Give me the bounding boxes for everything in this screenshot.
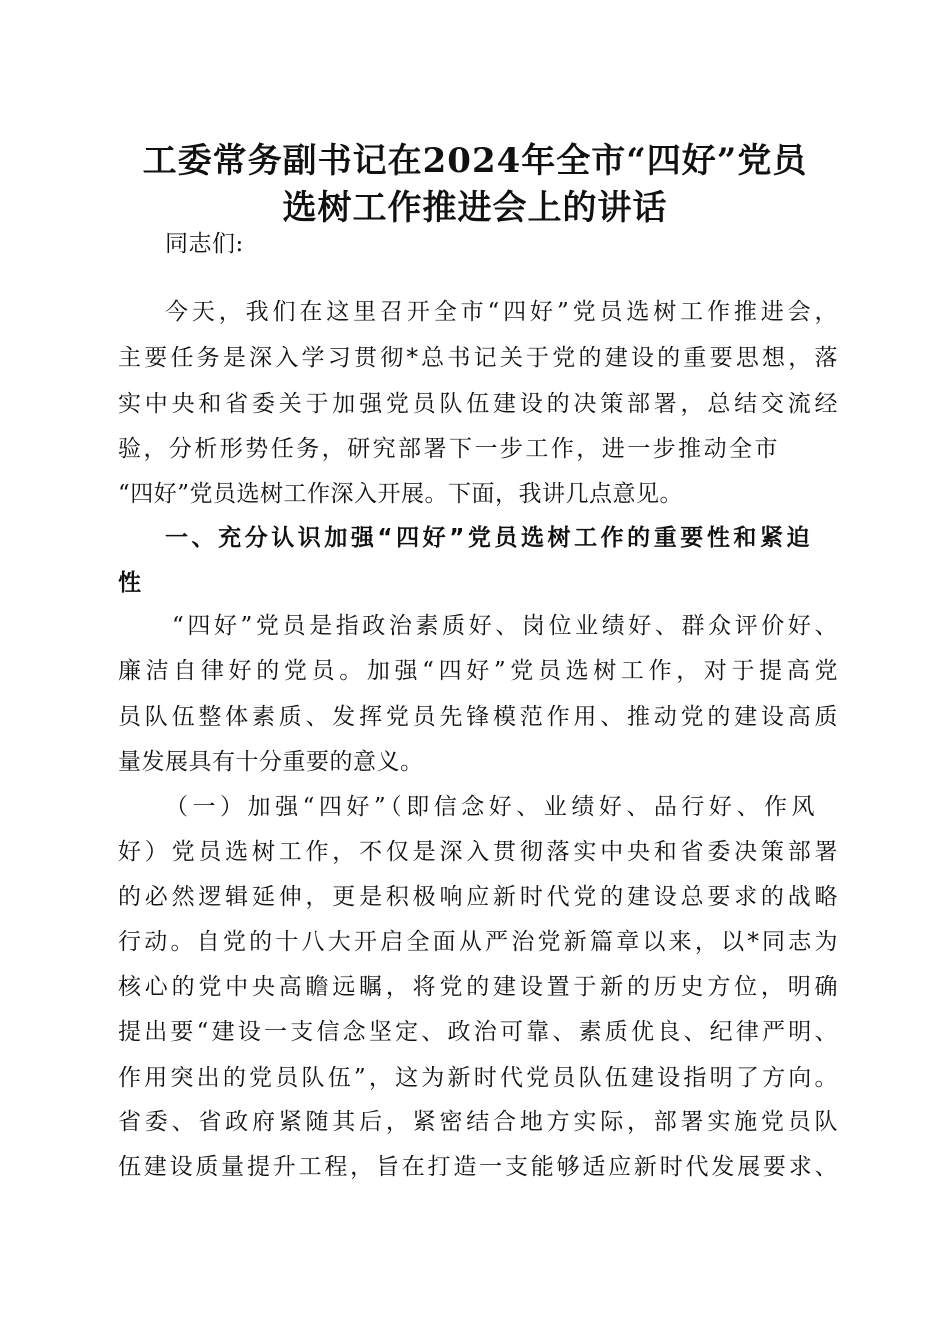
salutation: 同志们: <box>165 231 244 257</box>
point-one-line: 行动。自党的十八大开启全面从严治党新篇章以来，以*同志为 <box>118 929 838 955</box>
point-one-line: 伍建设质量提升工程，旨在打造一支能够适应新时代发展要求、 <box>118 1154 838 1180</box>
point-one-line: 好）党员选树工作，不仅是深入贯彻落实中央和省委决策部署 <box>118 839 838 865</box>
definition-line: 量发展具有十分重要的意义。 <box>118 749 424 775</box>
point-one-line: （一）加强“四好”（即信念好、业绩好、品行好、作风 <box>165 794 815 820</box>
document-title-line-1: 工委常务副书记在2024年全市“四好”党员 <box>142 141 808 181</box>
intro-line: “四好”党员选树工作深入开展。下面，我讲几点意见。 <box>118 481 684 507</box>
intro-line: 验，分析形势任务，研究部署下一步工作，进一步推动全市 <box>118 436 778 462</box>
definition-line: 廉洁自律好的党员。加强“四好”党员选树工作，对于提高党 <box>118 658 838 684</box>
section-heading-line: 一、充分认识加强“四好”党员选树工作的重要性和紧迫 <box>165 525 810 551</box>
section-heading-line: 性 <box>118 570 142 596</box>
point-one-line: 作用突出的党员队伍”，这为新时代党员队伍建设指明了方向。 <box>118 1065 838 1091</box>
point-one-line: 提出要“建设一支信念坚定、政治可靠、素质优良、纪律严明、 <box>118 1019 838 1045</box>
point-one-line: 核心的党中央高瞻远瞩，将党的建设置于新的历史方位，明确 <box>118 974 838 1000</box>
definition-line: 员队伍整体素质、发挥党员先锋模范作用、推动党的建设高质 <box>118 704 838 730</box>
intro-line: 今天，我们在这里召开全市“四好”党员选树工作推进会， <box>165 299 838 325</box>
intro-line: 主要任务是深入学习贯彻*总书记关于党的建设的重要思想，落 <box>118 345 838 371</box>
definition-line: “四好”党员是指政治素质好、岗位业绩好、群众评价好、 <box>172 613 838 639</box>
document-title-line-2: 选树工作推进会上的讲话 <box>282 188 668 228</box>
point-one-line: 省委、省政府紧随其后，紧密结合地方实际，部署实施党员队 <box>118 1109 838 1135</box>
intro-line: 实中央和省委关于加强党员队伍建设的决策部署，总结交流经 <box>118 391 838 417</box>
point-one-line: 的必然逻辑延伸，更是积极响应新时代党的建设总要求的战略 <box>118 884 838 910</box>
